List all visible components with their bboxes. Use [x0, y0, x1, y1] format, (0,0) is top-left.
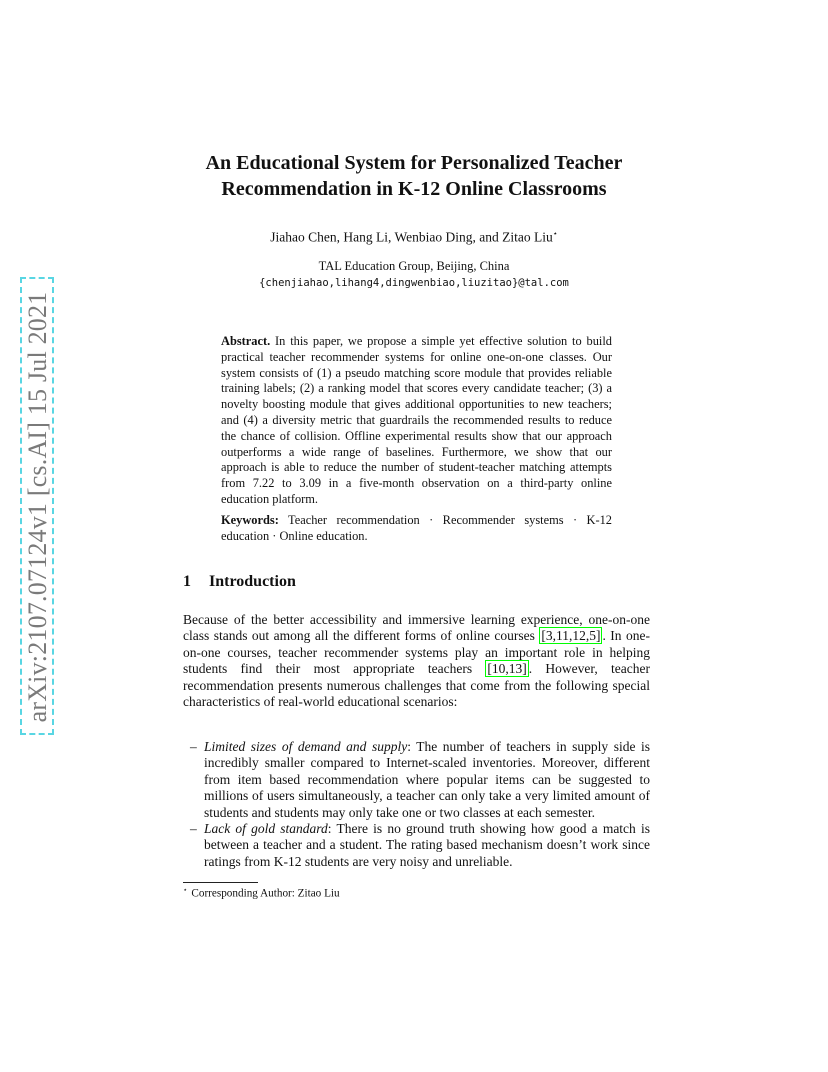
list-item [183, 821, 650, 870]
challenge-list [183, 739, 650, 870]
arxiv-sidebar-stamp [20, 277, 54, 735]
title-line-2: Recommendation in K-12 Online Classrooms [221, 178, 607, 200]
bullet-term: Lack of gold standard [204, 821, 328, 837]
footnote-mark: ⋆ [183, 886, 188, 894]
keywords-label: Keywords: [221, 513, 279, 527]
footnote-divider [183, 882, 258, 883]
keywords-text: Teacher recommendation · Recommender systems · K-12 education · Online education. [221, 513, 612, 543]
abstract-text: In this paper, we propose a simple yet effective solution to build practical teacher recommender systems for online one-on-one classes. Our system consists of (1) a pseudo matching score module that provides reliable training labels; (2) a ranking model that scores every candidate teacher; (3) a novelty boosting module that gives additional opportunities to new teachers; and (4) a diversity metric that guardrails the recommended results to reduce the chance of collision. Offline experimental results show that our approach outperforms a wide range of baselines. Furthermore, we show that our approach is able to reduce the number of student-teacher matching attempts from 7.22 to 3.09 in a five-month observation on a third-party online education platform. [221, 334, 612, 506]
affiliation-block [140, 258, 688, 292]
author-footnote-mark: ⋆ [552, 229, 558, 238]
keywords [221, 513, 612, 545]
bullet-text: : There is no ground truth showing how good a match is between a teacher and a student. The rating based mechanism doesn’t work since ratings from K-12 students are very noisy and unreliable. [204, 821, 650, 869]
arxiv-identifier[interactable]: arXiv:2107.07124v1 [cs.AI] 15 Jul 2021 [23, 291, 52, 723]
intro-text-part-1: Because of the better accessibility and immersive learning experience, one-on-one class stands out among all the different forms of online courses [183, 612, 650, 644]
intro-text-part-3: . However, teacher recommendation presents numerous challenges that come from the following special characteristics of real-world educational scenarios: [183, 661, 650, 710]
bullet-term: Limited sizes of demand and supply [204, 739, 408, 754]
bullet-dash: – [190, 739, 197, 754]
list-item [183, 739, 650, 821]
intro-paragraph [183, 612, 650, 710]
section-title: Introduction [209, 573, 296, 590]
paper-title [140, 150, 688, 202]
bullet-text: : The number of teachers in supply side is incredibly smaller compared to Internet-scaled inventories. Moreover, different from item based recommendation where popular items can be suggested to millions of users simultaneously, a teacher can only take a very limited amount of students and students may only take one or two classes at each semester. [204, 739, 651, 820]
authors-text: Jiahao Chen, Hang Li, Wenbiao Ding, and Zitao Liu [270, 229, 553, 245]
abstract-label: Abstract. [221, 334, 271, 348]
abstract [221, 334, 612, 508]
section-number: 1 [183, 573, 191, 590]
author-emails: {chenjiahao,lihang4,dingwenbiao,liuzitao}@tal.com [259, 277, 569, 289]
section-heading-introduction [183, 573, 296, 591]
author-list [140, 229, 688, 246]
footnote [183, 886, 340, 900]
bullet-dash: – [190, 821, 197, 837]
citation-link[interactable]: [3,11,12,5] [541, 628, 601, 644]
title-line-1: An Educational System for Personalized Teacher [205, 152, 623, 174]
intro-text-part-2: . In one-on-one courses, teacher recommender systems play an important role in helping students find their most appropriate teachers [183, 628, 650, 677]
affiliation: TAL Education Group, Beijing, China [318, 259, 510, 273]
citation-link[interactable]: [10,13] [487, 661, 527, 677]
footnote-text: Corresponding Author: Zitao Liu [191, 887, 340, 900]
